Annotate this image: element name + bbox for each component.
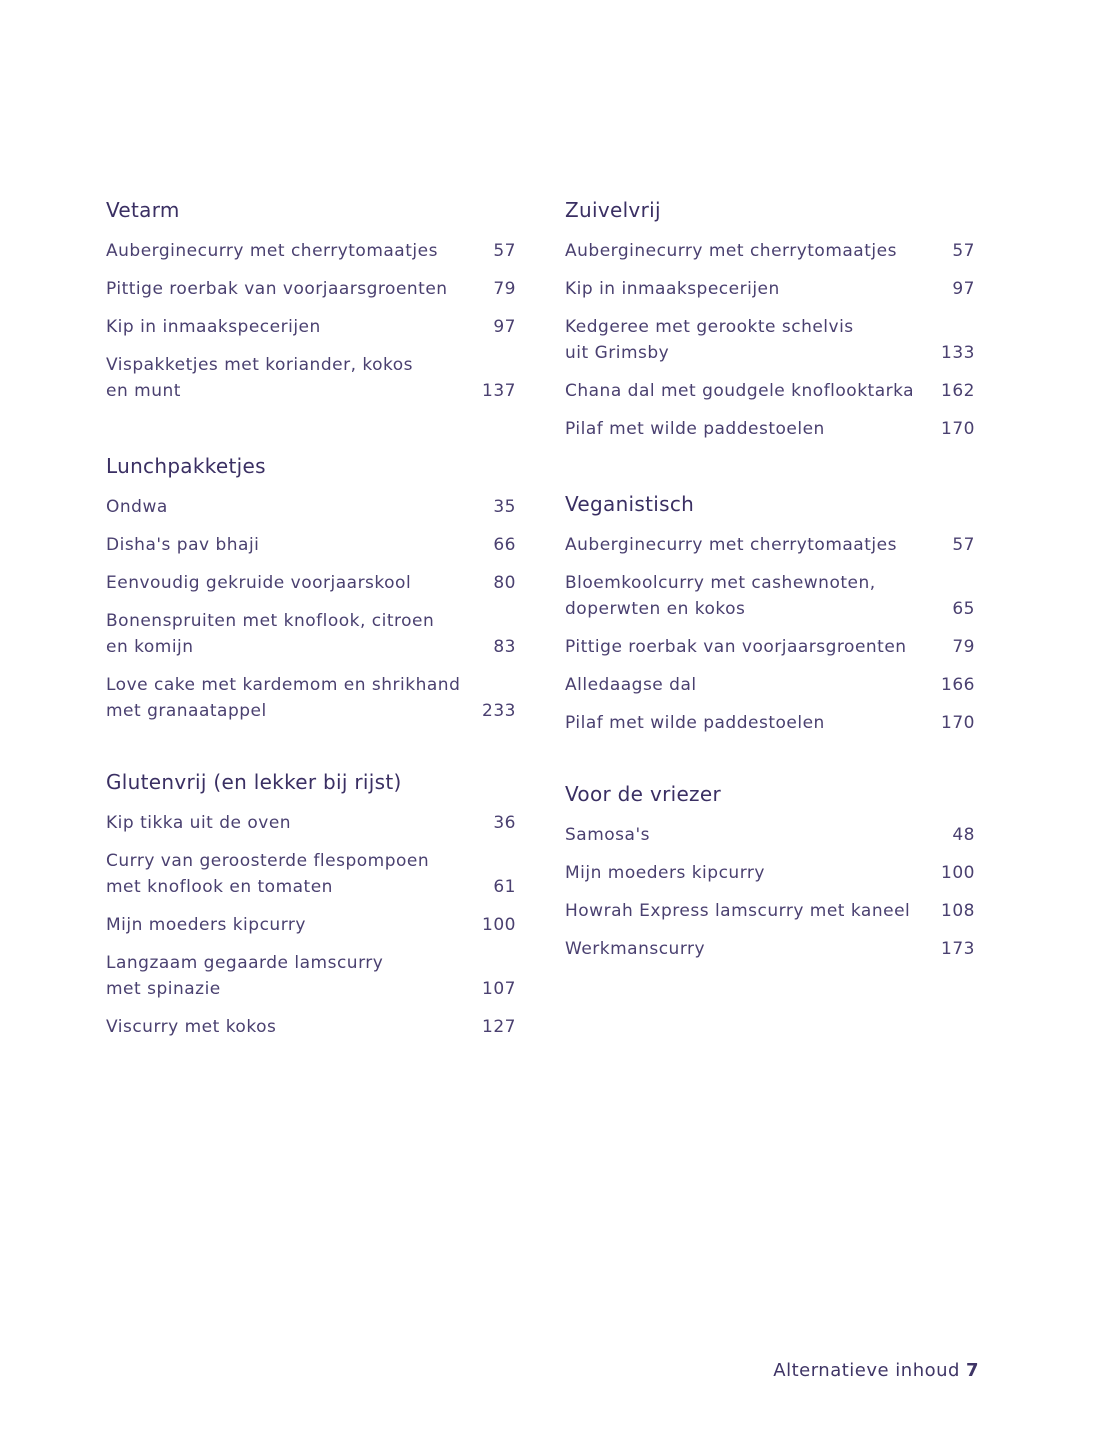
- entry-title: Pittige roerbak van voorjaarsgroenten: [565, 637, 907, 657]
- entry-page: 57: [493, 241, 516, 261]
- toc-entry[interactable]: [565, 860, 975, 886]
- entry-title: Vispakketjes met koriander, kokos en munt: [106, 355, 414, 401]
- entry-page: 97: [493, 317, 516, 337]
- footer-label: Alternatieve inhoud: [773, 1360, 960, 1381]
- entry-page: 57: [952, 535, 975, 555]
- entry-title: Auberginecurry met cherrytomaatjes: [565, 535, 897, 555]
- toc-entry[interactable]: [106, 238, 516, 264]
- entry-page: 80: [493, 573, 516, 593]
- section-heading: Glutenvrij (en lekker bij rijst): [106, 770, 402, 794]
- section-veganistisch: [565, 490, 975, 736]
- entry-title: Viscurry met kokos: [106, 1017, 277, 1037]
- toc-entry[interactable]: [106, 672, 516, 724]
- entry-title: Mijn moeders kipcurry: [106, 915, 306, 935]
- entry-title: Bonenspruiten met knoflook, citroen en komijn: [106, 611, 435, 657]
- toc-entry[interactable]: [565, 238, 975, 264]
- entry-title: Langzaam gegaarde lamscurry met spinazie: [106, 953, 384, 999]
- toc-entry[interactable]: [565, 276, 975, 302]
- entry-title: Mijn moeders kipcurry: [565, 863, 765, 883]
- entry-title: Samosa's: [565, 825, 650, 845]
- toc-entry[interactable]: [106, 494, 516, 520]
- entry-page: 65: [952, 599, 975, 619]
- toc-entry[interactable]: [106, 352, 516, 404]
- entry-page: 162: [941, 381, 975, 401]
- toc-entry[interactable]: [565, 822, 975, 848]
- section-heading: Veganistisch: [565, 492, 695, 516]
- entry-title: Kip tikka uit de oven: [106, 813, 292, 833]
- left-column: [106, 196, 516, 1074]
- entry-page: 133: [941, 343, 975, 363]
- section-heading: Vetarm: [106, 198, 180, 222]
- entry-page: 79: [952, 637, 975, 657]
- entry-page: 166: [941, 675, 975, 695]
- entry-title: Disha's pav bhaji: [106, 535, 260, 555]
- entry-page: 108: [941, 901, 975, 921]
- section-heading: Voor de vriezer: [565, 782, 721, 806]
- toc-entry[interactable]: [106, 950, 516, 1002]
- section-heading: Lunchpakketjes: [106, 454, 266, 478]
- entry-title: Chana dal met goudgele knoflooktarka: [565, 381, 915, 401]
- entry-page: 107: [482, 979, 516, 999]
- entry-title: Werkmanscurry: [565, 939, 706, 959]
- entry-page: 83: [493, 637, 516, 657]
- entry-page: 100: [482, 915, 516, 935]
- toc-entry[interactable]: [106, 912, 516, 938]
- section-heading: Zuivelvrij: [565, 198, 661, 222]
- entry-page: 233: [482, 701, 516, 721]
- entry-title: Pilaf met wilde paddestoelen: [565, 713, 825, 733]
- entry-title: Auberginecurry met cherrytomaatjes: [106, 241, 438, 261]
- entry-page: 35: [493, 497, 516, 517]
- entry-title: Bloemkoolcurry met cashewnoten, doperwten en kokos: [565, 573, 876, 619]
- page-footer: [773, 1360, 979, 1381]
- entry-page: 66: [493, 535, 516, 555]
- toc-entry[interactable]: [565, 532, 975, 558]
- entry-page: 170: [941, 419, 975, 439]
- entry-page: 173: [941, 939, 975, 959]
- entry-page: 61: [493, 877, 516, 897]
- entry-title: Kip in inmaakspecerijen: [565, 279, 780, 299]
- toc-entry[interactable]: [106, 314, 516, 340]
- entry-title: Pilaf met wilde paddestoelen: [565, 419, 825, 439]
- toc-entry[interactable]: [565, 314, 975, 366]
- toc-entry[interactable]: [106, 532, 516, 558]
- toc-entry[interactable]: [106, 1014, 516, 1040]
- toc-entry[interactable]: [106, 276, 516, 302]
- toc-entry[interactable]: [565, 570, 975, 622]
- entry-title: Kedgeree met gerookte schelvis uit Grimsby: [565, 317, 854, 363]
- entry-title: Pittige roerbak van voorjaarsgroenten: [106, 279, 448, 299]
- toc-entry[interactable]: [565, 936, 975, 962]
- toc-entry[interactable]: [565, 634, 975, 660]
- section-vetarm: [106, 196, 516, 404]
- entry-title: Auberginecurry met cherrytomaatjes: [565, 241, 897, 261]
- section-zuivelvrij: [565, 196, 975, 442]
- entry-page: 79: [493, 279, 516, 299]
- toc-entry[interactable]: [565, 710, 975, 736]
- entry-page: 57: [952, 241, 975, 261]
- section-glutenvrij: [106, 768, 516, 1040]
- entry-title: Curry van geroosterde flespompoen met knoflook en tomaten: [106, 851, 430, 897]
- right-column: [565, 196, 975, 996]
- entry-title: Ondwa: [106, 497, 168, 517]
- entry-title: Love cake met kardemom en shrikhand met granaatappel: [106, 675, 461, 721]
- toc-entry[interactable]: [565, 898, 975, 924]
- toc-entry[interactable]: [106, 848, 516, 900]
- entry-title: Howrah Express lamscurry met kaneel: [565, 901, 911, 921]
- entry-page: 170: [941, 713, 975, 733]
- entry-title: Alledaagse dal: [565, 675, 697, 695]
- toc-entry[interactable]: [565, 378, 975, 404]
- entry-title: Eenvoudig gekruide voorjaarskool: [106, 573, 412, 593]
- entry-page: 36: [493, 813, 516, 833]
- section-voor-de-vriezer: [565, 780, 975, 962]
- toc-entry[interactable]: [565, 672, 975, 698]
- toc-entry[interactable]: [565, 416, 975, 442]
- toc-entry[interactable]: [106, 608, 516, 660]
- section-lunchpakketjes: [106, 452, 516, 724]
- page-number: 7: [965, 1360, 979, 1381]
- toc-entry[interactable]: [106, 570, 516, 596]
- entry-page: 97: [952, 279, 975, 299]
- entry-page: 127: [482, 1017, 516, 1037]
- toc-entry[interactable]: [106, 810, 516, 836]
- entry-title: Kip in inmaakspecerijen: [106, 317, 321, 337]
- entry-page: 137: [482, 381, 516, 401]
- entry-page: 48: [952, 825, 975, 845]
- entry-page: 100: [941, 863, 975, 883]
